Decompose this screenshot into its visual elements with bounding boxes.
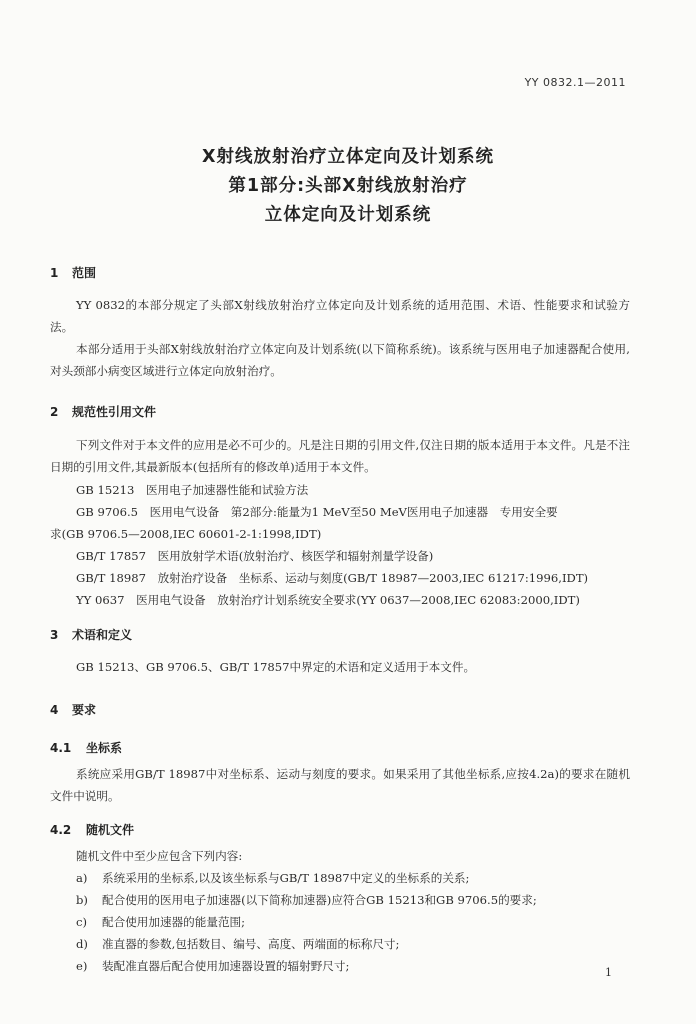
paragraph-references-intro: 下列文件对于本文件的应用是必不可少的。凡是注日期的引用文件,仅注日期的版本适用于本文件。凡是不注日期的引用文件,其最新版本(包括所有的修改单)适用于本文件。 <box>50 438 630 474</box>
list-item-marker: a) <box>76 871 88 885</box>
list-item-text: 装配准直器后配合使用加速器设置的辐射野尺寸; <box>102 959 350 973</box>
section-heading-terms <box>50 626 132 643</box>
list-item <box>76 958 349 974</box>
section-number: 1 <box>50 266 59 280</box>
list-item <box>76 914 245 930</box>
list-item <box>76 892 537 908</box>
section-title: 要求 <box>72 703 97 717</box>
reference-yy-0637: YY 0637 医用电气设备 放射治疗计划系统安全要求(YY 0637—2008,IEC 62083:2000,IDT) <box>76 593 580 607</box>
reference-gb-9706-5-continued: 求(GB 9706.5—2008,IEC 60601-2-1:1998,IDT) <box>50 527 322 541</box>
paragraph-coordinate-system: 系统应采用GB/T 18987中对坐标系、运动与刻度的要求。如果采用了其他坐标系,应按4.2a)的要求在随机文件中说明。 <box>50 767 630 803</box>
paragraph-terms: GB 15213、GB 9706.5、GB/T 17857中界定的术语和定义适用于本文件。 <box>76 660 476 674</box>
subsection-heading-accompanying-documents <box>50 821 134 838</box>
section-number: 2 <box>50 405 59 419</box>
list-item-text: 准直器的参数,包括数目、编号、高度、两端面的标称尺寸; <box>102 937 400 951</box>
list-item-marker: e) <box>76 959 88 973</box>
list-item-text: 系统采用的坐标系,以及该坐标系与GB/T 18987中定义的坐标系的关系; <box>102 871 470 885</box>
subsection-number: 4.2 <box>50 823 72 837</box>
document-title-line-1: X射线放射治疗立体定向及计划系统 <box>202 147 494 167</box>
list-item-text: 配合使用加速器的能量范围; <box>102 915 246 929</box>
reference-gb-9706-5: GB 9706.5 医用电气设备 第2部分:能量为1 MeV至50 MeV医用电子加速器 专用安全要 <box>76 505 558 519</box>
list-item <box>76 936 399 952</box>
subsection-title: 坐标系 <box>86 741 123 755</box>
subsection-title: 随机文件 <box>86 823 135 837</box>
reference-gb-t-18987: GB/T 18987 放射治疗设备 坐标系、运动与刻度(GB/T 18987—2003,IEC 61217:1996,IDT) <box>76 571 589 585</box>
section-number: 3 <box>50 628 59 642</box>
list-item <box>76 870 469 886</box>
list-item-marker: d) <box>76 937 88 951</box>
document-title-line-3: 立体定向及计划系统 <box>264 205 432 225</box>
section-title: 规范性引用文件 <box>72 405 157 419</box>
subsection-heading-coordinate-system <box>50 739 122 756</box>
list-item-marker: b) <box>76 893 88 907</box>
list-item-marker: c) <box>76 915 88 929</box>
section-title: 范围 <box>72 266 97 280</box>
page-number: 1 <box>605 966 612 979</box>
paragraph-scope-1: YY 0832的本部分规定了头部X射线放射治疗立体定向及计划系统的适用范围、术语、性能要求和试验方法。 <box>50 298 630 334</box>
list-item-text: 配合使用的医用电子加速器(以下简称加速器)应符合GB 15213和GB 9706.5的要求; <box>102 893 537 907</box>
section-heading-normative-references <box>50 403 156 420</box>
standard-code: YY 0832.1—2011 <box>524 76 626 89</box>
reference-gb-t-17857: GB/T 17857 医用放射学术语(放射治疗、核医学和辐射剂量学设备) <box>76 549 434 563</box>
section-number: 4 <box>50 703 59 717</box>
subsection-number: 4.1 <box>50 741 72 755</box>
section-title: 术语和定义 <box>72 628 133 642</box>
section-heading-requirements <box>50 701 96 718</box>
section-heading-scope <box>50 264 96 281</box>
reference-gb-15213: GB 15213 医用电子加速器性能和试验方法 <box>76 483 309 497</box>
document-title-line-2: 第1部分:头部X射线放射治疗 <box>228 176 468 196</box>
paragraph-scope-2: 本部分适用于头部X射线放射治疗立体定向及计划系统(以下简称系统)。该系统与医用电子加速器配合使用,对头颈部小病变区域进行立体定向放射治疗。 <box>50 342 630 378</box>
paragraph-accompanying-intro: 随机文件中至少应包含下列内容: <box>76 849 243 863</box>
